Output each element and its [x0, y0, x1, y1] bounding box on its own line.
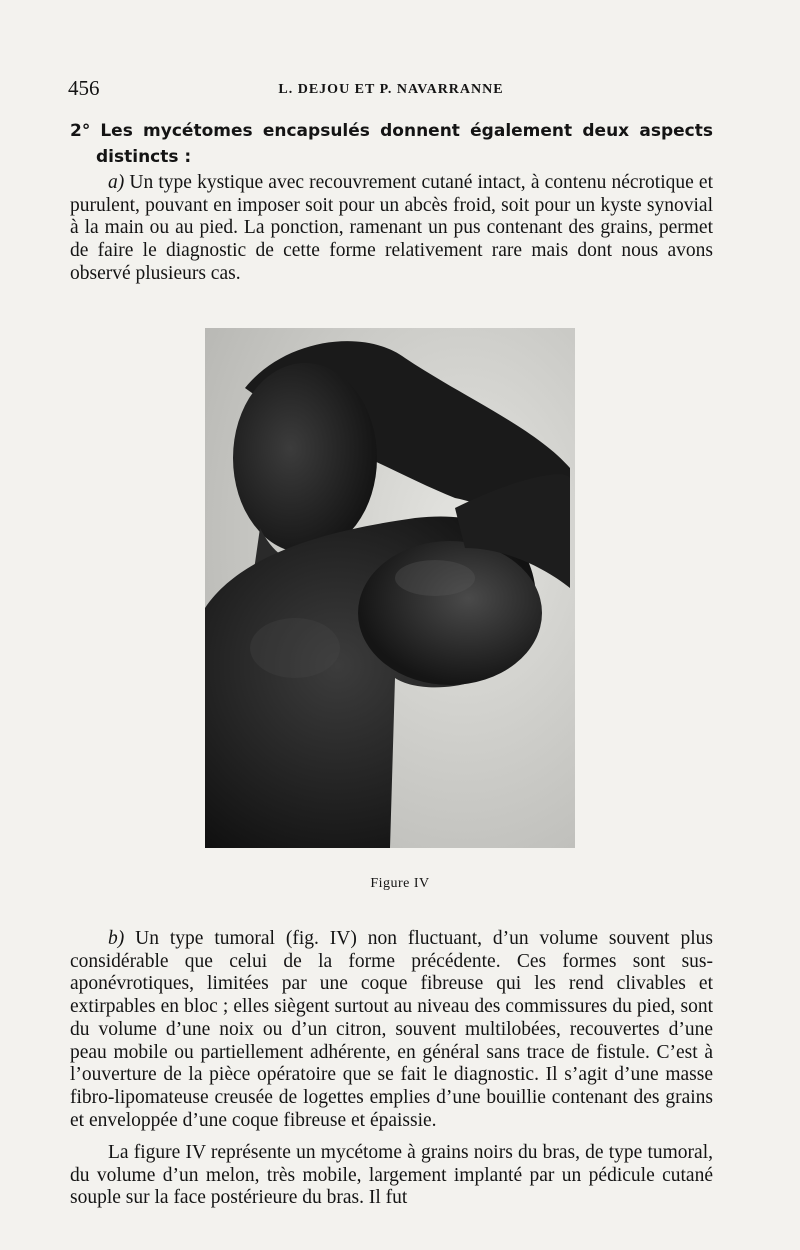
section-title-line1: Les mycétomes encapsulés donnent également deux aspects: [100, 121, 713, 141]
paragraph-c-text: La figure IV représente un mycétome à grains noirs du bras, de type tumoral, du volume d’un melon, très mobile, largement implanté par un pédicule cutané souple sur la face postérieure du bras. Il fut: [70, 1142, 713, 1209]
figure-caption: Figure IV: [370, 876, 430, 891]
section-title-line2: distincts :: [96, 147, 192, 167]
paragraph-a: [70, 172, 713, 286]
patient-photo-illustration: [205, 328, 575, 848]
section-heading: [70, 120, 713, 143]
paragraph-a-text: Un type kystique avec recouvrement cutané intact, à contenu nécrotique et purulent, pouvant en imposer soit pour un abcès froid, soit pour un kyste synovial à la main ou au pied. La ponction, ramenant un pus contenant des grains, permet de faire le diagnostic de cette forme relativement rare mais dont nous avons observé plusieurs cas.: [70, 172, 713, 284]
paragraph-b: [70, 928, 713, 1132]
paragraph-a-label: a): [108, 172, 125, 193]
figure-photo: [205, 328, 575, 848]
section-number: 2°: [70, 121, 91, 141]
paragraph-b-text: Un type tumoral (fig. IV) non fluctuant, d’un volume souvent plus considérable que celui de la forme précédente. Ces formes sont sus-aponévrotiques, limitées par une coque fibreuse qui les rend clivables et extirpables en bloc ; elles siègent surtout au niveau des commissures du pied, sont du volume d’une noix ou d’un citron, souvent multilobées, recouvertes d’une peau mobile ou partiellement adhérente, en général sans trace de fistule. C’est à l’ouverture de la pièce opératoire que se fait le diagnostic. Il s’agit d’une masse fibro-lipomateuse creusée de logettes emplies d’une bouillie contenant des grains et enveloppée d’une coque fibreuse et épaissie.: [70, 928, 713, 1131]
running-head: L. DEJOU ET P. NAVARRANNE: [278, 82, 504, 97]
page-header: [66, 76, 716, 106]
page-number: 456: [68, 76, 100, 100]
paragraph-b-label: b): [108, 928, 125, 949]
paragraph-c: [70, 1142, 713, 1210]
